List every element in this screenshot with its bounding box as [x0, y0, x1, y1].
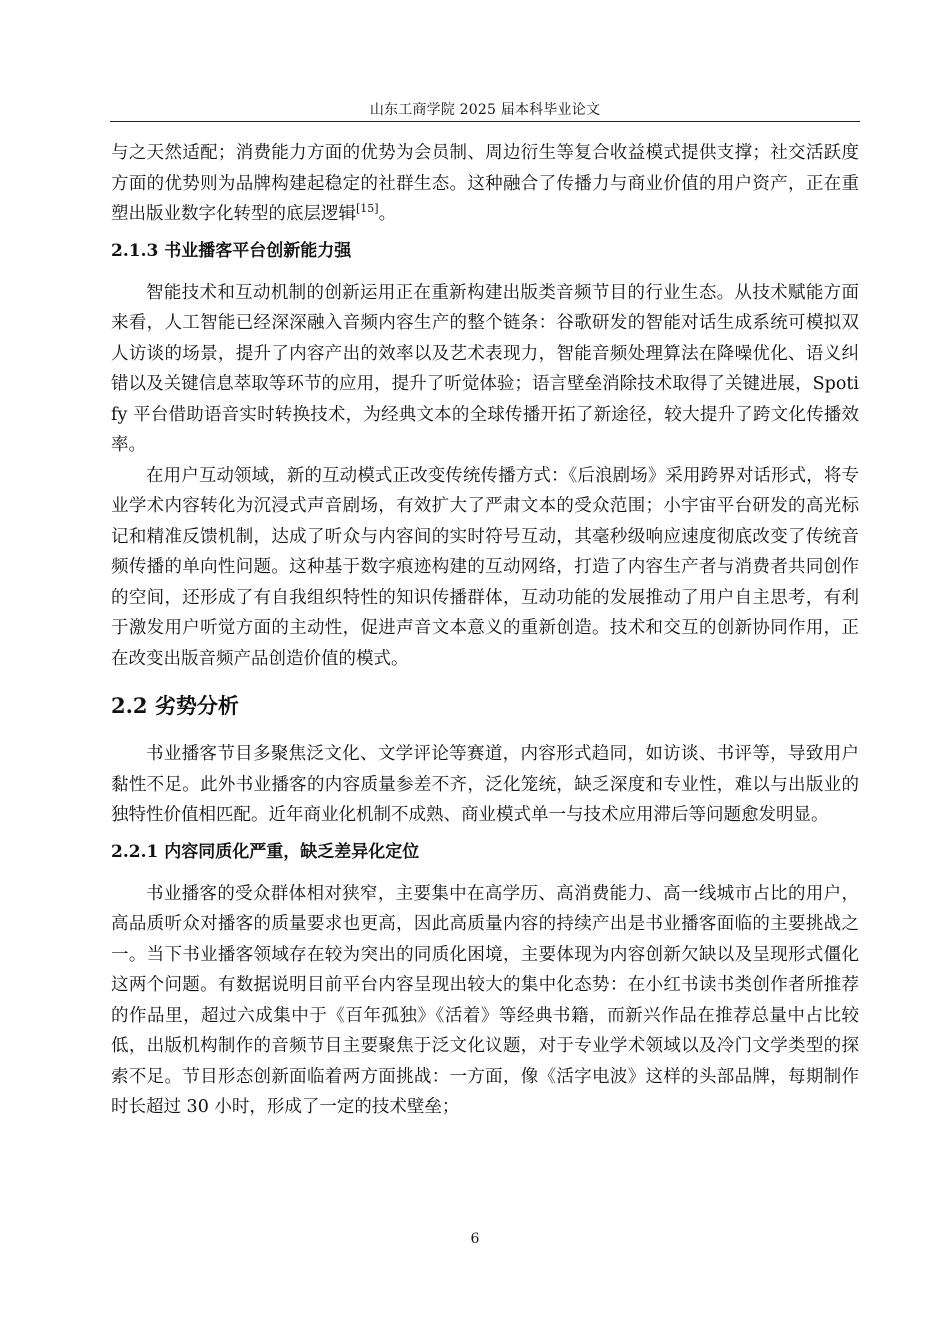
- header-divider: [110, 121, 860, 122]
- page-number: 6: [470, 1231, 480, 1247]
- intro-paragraph-end: 。: [378, 204, 397, 224]
- intro-paragraph-text: 与之天然适配；消费能力方面的优势为会员制、周边衍生等复合收益模式提供支撑；社交活跃度方面的优势则为品牌构建起稳定的社群生态。这种融合了传播力与商业价值的用户资产，正在重塑出版业数字化转型的底层逻辑: [111, 143, 859, 224]
- paragraph-homogenization: 书业播客的受众群体相对狭窄，主要集中在高学历、高消费能力、高一线城市占比的用户，高品质听众对播客的质量要求也更高，因此高质量内容的持续产出是书业播客面临的主要挑战之一。当下书业播客领域存在较为突出的同质化困境，主要体现为内容创新欠缺以及呈现形式僵化这两个问题。有数据说明目前平台内容呈现出较大的集中化态势：在小红书读书类创作者所推荐的作品里，超过六成集中于《百年孤独》《活着》等经典书籍，而新兴作品在推荐总量中占比较低，出版机构制作的音频节目主要聚焦于泛文化议题，对于专业学术领域以及冷门文学类型的探索不足。节目形态创新面临着两方面挑战：一方面，像《活字电波》这样的头部品牌，每期制作时长超过 30 小时，形成了一定的技术壁垒；: [111, 883, 859, 1117]
- page-body: [111, 138, 859, 1123]
- intro-paragraph: [111, 138, 859, 230]
- citation-ref-15: [15]: [356, 202, 379, 215]
- paragraph-user-interaction: 在用户互动领域，新的互动模式正改变传统传播方式：《后浪剧场》采用跨界对话形式，将专业学术内容转化为沉浸式声音剧场，有效扩大了严肃文本的受众范围；小宇宙平台研发的高光标记和精准反馈机制，达成了听众与内容间的实时符号互动，其毫秒级响应速度彻底改变了传统音频传播的单向性问题。这种基于数字痕迹构建的互动网络，打造了内容生产者与消费者共同创作的空间，还形成了有自我组织特性的知识传播群体，互动功能的发展推动了用户自主思考，有利于激发用户听觉方面的主动性，促进声音文本意义的重新创造。技术和交互的创新协同作用，正在改变出版音频产品创造价值的模式。: [111, 465, 859, 669]
- paragraph-weakness-overview: 书业播客节目多聚焦泛文化、文学评论等赛道，内容形式趋同，如访谈、书评等，导致用户黏性不足。此外书业播客的内容质量参差不齐，泛化笼统，缺乏深度和专业性，难以与出版业的独特性价值相匹配。近年商业化机制不成熟、商业模式单一与技术应用滞后等问题愈发明显。: [111, 744, 859, 825]
- heading-2-2-1: 2.2.1 内容同质化严重，缺乏差异化定位: [111, 841, 420, 862]
- heading-2-1-3: 2.1.3 书业播客平台创新能力强: [111, 240, 352, 261]
- paragraph-tech-empowerment: 智能技术和互动机制的创新运用正在重新构建出版类音频节目的行业生态。从技术赋能方面来看，人工智能已经深深融入音频内容生产的整个链条：谷歌研发的智能对话生成系统可模拟双人访谈的场景，提升了内容产出的效率以及艺术表现力，智能音频处理算法在降噪优化、语义纠错以及关键信息萃取等环节的应用，提升了听觉体验；语言壁垒消除技术取得了关键进展，Spotify 平台借助语音实时转换技术，为经典文本的全球传播开拓了新途径，较大提升了跨文化传播效率。: [111, 282, 859, 455]
- running-header: 山东工商学院 2025 届本科毕业论文: [369, 102, 601, 118]
- heading-2-2: 2.2 劣势分析: [111, 693, 239, 718]
